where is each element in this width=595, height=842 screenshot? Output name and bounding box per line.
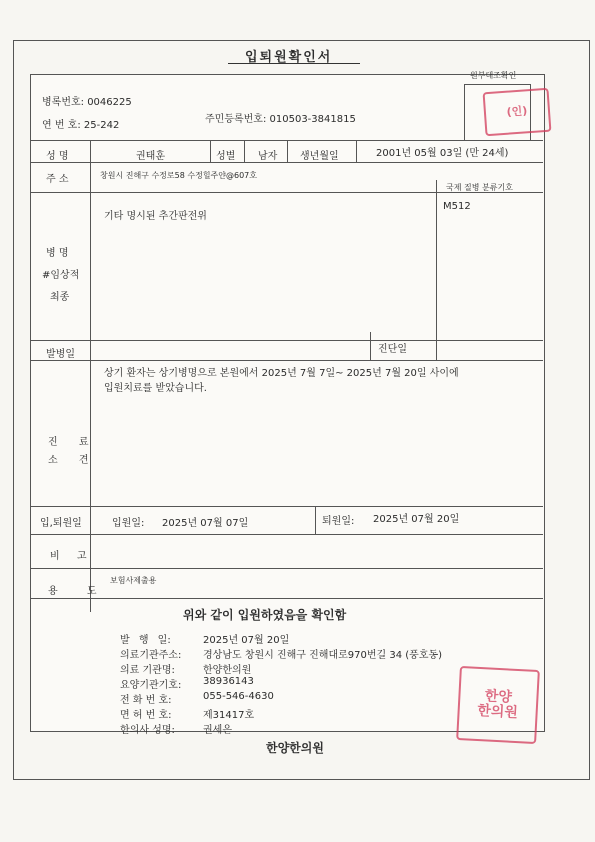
- admission-out-date: 2025년 07월 20일: [373, 514, 460, 525]
- doctor-label: 한의사 성명:: [120, 725, 175, 736]
- admission-in-label: 입원일:: [112, 518, 145, 529]
- purpose-label: 용 도: [48, 586, 97, 597]
- admission-label: 입,퇴원일: [40, 518, 82, 529]
- page-title: 입퇴원확인서: [245, 50, 333, 65]
- confirmation-statement: 위와 같이 입원하였음을 확인함: [183, 608, 347, 622]
- treatment-label-1: 진 료: [48, 437, 89, 448]
- diagnosis-date-label: 진단일: [378, 344, 407, 355]
- license-label: 면 허 번 호:: [120, 710, 172, 721]
- license-number: 제31417호: [203, 710, 255, 721]
- admission-out-label: 퇴원일:: [322, 516, 355, 527]
- patient-name: 권태훈: [136, 151, 165, 162]
- admission-in-date: 2025년 07월 07일: [162, 518, 249, 529]
- phone-number: 055-546-4630: [203, 691, 274, 702]
- serial-number: 연 번 호: 25-242: [42, 120, 120, 131]
- seal-stamp-top: [483, 88, 552, 136]
- issue-date-label: 발 행 일:: [120, 635, 171, 646]
- doctor-name: 권세은: [203, 725, 232, 736]
- dob-label: 생년월일: [300, 151, 339, 162]
- onset-label: 발병일: [46, 349, 75, 360]
- seal-stamp-top-text: (인): [506, 104, 528, 119]
- original-check-label: 원부대조확인: [470, 71, 517, 80]
- kcd-code: M512: [443, 201, 471, 212]
- clinic-address: 경상남도 창원시 진해구 진해대로970번길 34 (풍호동): [203, 650, 443, 661]
- patient-dob: 2001년 05월 03일 (만 24세): [376, 148, 509, 159]
- sex-label: 성별: [216, 151, 236, 162]
- resident-number: 주민등록번호: 010503-3841815: [205, 114, 356, 125]
- remarks-label: 비 고: [50, 551, 87, 562]
- clinic-code-label: 요양기관기호:: [120, 680, 182, 691]
- diagnosis-label-2: #임상적: [42, 270, 80, 281]
- diagnosis-label-1: 병 명: [46, 248, 69, 259]
- seal-stamp-bottom: [456, 666, 540, 744]
- chart-number: 병록번호: 0046225: [42, 97, 132, 108]
- treatment-note-line-1: 상기 환자는 상기병명으로 본원에서 2025년 7월 7일~ 2025년 7월 20일 사이에: [104, 368, 459, 379]
- issue-date: 2025년 07월 20일: [203, 635, 290, 646]
- address-label: 주 소: [46, 174, 69, 185]
- seal-stamp-bottom-text: 한양 한의원: [476, 687, 519, 722]
- diagnosis-label-3: 최종: [50, 292, 70, 303]
- patient-address: 창원시 진해구 수정로58 수정힐주얀@607호: [100, 171, 257, 180]
- clinic-code: 38936143: [203, 676, 254, 687]
- kcd-label: 국제 질병 분류기호: [446, 183, 513, 192]
- footer-clinic-name: 한양한의원: [266, 741, 324, 755]
- clinic-name-label: 의료 기관명:: [120, 665, 175, 676]
- phone-label: 전 화 번 호:: [120, 695, 172, 706]
- clinic-address-label: 의료기관주소:: [120, 650, 182, 661]
- purpose-value: 보험사제출용: [110, 576, 157, 585]
- name-label: 성 명: [46, 151, 69, 162]
- treatment-label-2: 소 견: [48, 455, 89, 466]
- diagnosis-name: 기타 명시된 추간판전위: [104, 211, 207, 222]
- clinic-name: 한양한의원: [203, 665, 252, 676]
- treatment-note-line-2: 입원치료를 받았습니다.: [104, 383, 207, 394]
- patient-sex: 남자: [258, 151, 278, 162]
